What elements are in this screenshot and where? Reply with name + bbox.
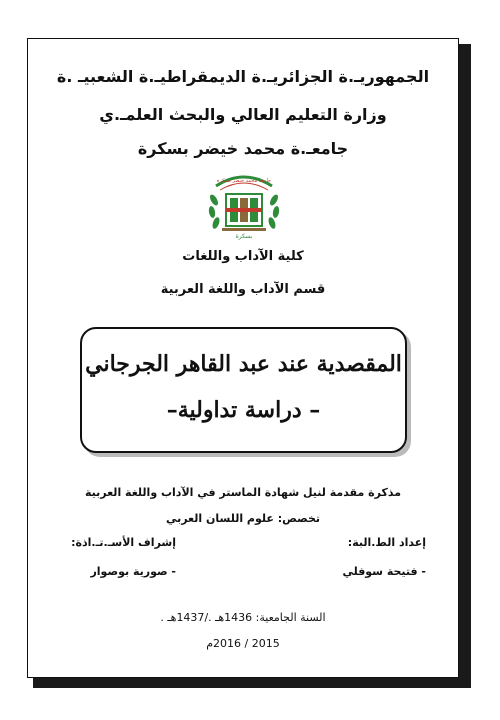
- thesis-description: مذكرة مقدمة لنيل شهادة الماستر في الآداب واللغة العربية: [84, 486, 402, 499]
- university-emblem-icon: [202, 170, 286, 240]
- logo-arc-text: جامعة محمد خيضر بسكرة: [216, 178, 272, 184]
- thesis-title-box: [80, 327, 407, 453]
- specialization: تخصص: علوم اللسان العربي: [165, 512, 321, 525]
- student-name: - فتيحة سوفلي: [342, 565, 426, 578]
- department-name: قسم الآداب واللغة العربية: [160, 282, 326, 297]
- republic-heading: الجمهوريـ.ة الجزائريـ.ة الديمقراطيـ.ة الشعبيـ .ة: [56, 67, 430, 86]
- university-heading: جامعـ.ة محمد خيضر بسكرة: [137, 139, 349, 158]
- supervisor-name: - صورية بوصوار: [90, 565, 176, 578]
- thesis-title: المقصدية عند عبد القاهر الجرجاني: [85, 351, 402, 377]
- supervised-by-label: إشراف الأسـ.تـ.اذة:: [71, 536, 176, 549]
- page-shadow-bottom: [33, 678, 471, 688]
- academic-year-hijri: السنة الجامعية: 1436هـ ./1437هـ .: [160, 611, 326, 624]
- prepared-by-label: إعداد الط.البة:: [347, 536, 426, 549]
- page-shadow-right: [459, 44, 471, 688]
- logo-bottom-text: بسكرة: [235, 233, 253, 240]
- thesis-subtitle: – دراسة تداولية–: [166, 397, 321, 423]
- academic-year-gregorian: 2015 / 2016م: [206, 637, 280, 650]
- cover-page: [27, 38, 459, 678]
- ministry-heading: وزارة التعليم العالي والبحث العلمـ.ي: [99, 105, 387, 124]
- faculty-name: كلية الآداب واللغات: [182, 249, 304, 264]
